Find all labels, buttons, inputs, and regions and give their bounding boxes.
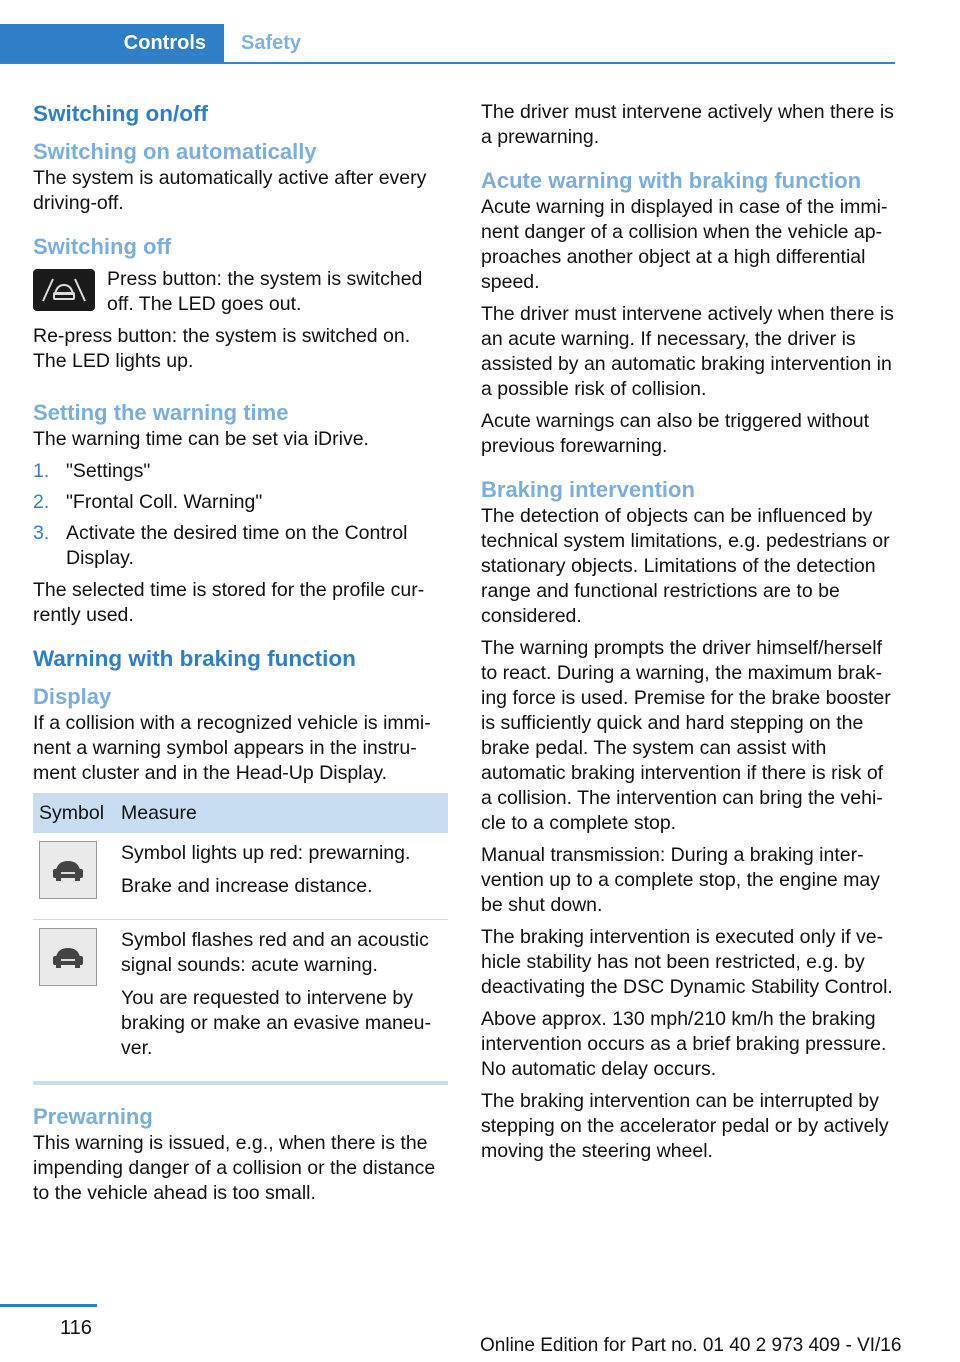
measure-acute-warning: Symbol flashes red and an acoustic signal sounds: acute warning. <box>121 929 429 976</box>
text-braking-3: Manual transmission: During a braking intervention up to a complete stop, the engine may be shut down. <box>481 844 880 916</box>
heading-braking-intervention: Braking intervention <box>481 477 695 502</box>
button-instruction <box>33 267 448 324</box>
symbol-table <box>33 793 448 1085</box>
edition-text: Online Edition for Part no. 01 40 2 973 409 - VI/16 <box>480 1335 902 1356</box>
text-set-via-idrive: The warning time can be set via iDrive. <box>33 428 369 450</box>
measure-prewarning: Symbol lights up red: prewarning. <box>121 842 411 864</box>
text-press-button: Press button: the system is switched off. The LED goes out. <box>107 268 423 315</box>
measure-brake: Brake and increase distance. <box>121 875 373 897</box>
list-item: 3. Activate the desired time on the Control Display. <box>33 522 408 569</box>
table-header <box>33 793 448 833</box>
steps-list <box>33 459 448 571</box>
text-acute-1: Acute warning in displayed in case of the imminent danger of a collision when the vehicle approaches another object at a high differential speed. <box>481 196 888 293</box>
list-item: 1. "Settings" <box>33 460 151 482</box>
col-symbol: Symbol <box>33 793 115 833</box>
heading-setting-warning-time: Setting the warning time <box>33 400 289 425</box>
tab-safety[interactable]: Safety <box>241 31 302 54</box>
text-braking-6: The braking intervention can be interrupted by stepping on the accelerator pedal or by actively moving the steering wheel. <box>481 1090 889 1162</box>
heading-acute-warning: Acute warning with braking function <box>481 168 862 193</box>
text-repress-button: Re-press button: the system is switched on. The LED lights up. <box>33 325 411 372</box>
list-item: 2. "Frontal Coll. Warning" <box>33 491 263 513</box>
text-intervene-prewarning: The driver must intervene actively when there is a prewarning. <box>481 101 894 148</box>
table-row <box>33 833 448 920</box>
text-acute-3: Acute warnings can also be triggered without previous forewarning. <box>481 410 870 457</box>
page-number: 116 <box>60 1317 92 1339</box>
col-measure: Measure <box>115 793 448 833</box>
left-column <box>33 100 448 1213</box>
text-display: If a collision with a recognized vehicle is imminent a warning symbol appears in the instrument cluster and in the Head-Up Display. <box>33 712 431 784</box>
text-braking-4: The braking intervention is executed only if vehicle stability has not been restricted, e.g. by deactivating the DSC Dynamic Stability Control. <box>481 926 893 998</box>
text-braking-2: The warning prompts the driver himself/herself to react. During a warning, the maximum braking force is used. Premise for the brake booster is sufficiently quick and hard stepping on the brake pedal. The system can assist with automatic braking intervention if there is risk of a collision. The intervention can bring the vehicle to a complete stop. <box>481 637 891 834</box>
measure-intervene: You are requested to intervene by braking or make an evasive maneuver. <box>121 987 431 1059</box>
right-column <box>481 100 896 1171</box>
car-warning-icon <box>39 841 97 899</box>
text-prewarning: This warning is issued, e.g., when there is the impending danger of a collision or the distance to the vehicle ahead is too small. <box>33 1132 436 1204</box>
collision-warning-button-icon <box>33 269 95 311</box>
table-row <box>33 920 448 1084</box>
heading-switching-off: Switching off <box>33 234 172 259</box>
text-acute-2: The driver must intervene actively when there is an acute warning. If necessary, the driver is assisted by an automatic braking intervention in a possible risk of collision. <box>481 303 894 400</box>
tab-controls[interactable]: Controls <box>0 24 224 62</box>
text-time-stored: The selected time is stored for the profile currently used. <box>33 579 425 626</box>
header-tabbar <box>0 24 895 64</box>
footer-divider <box>0 1304 97 1307</box>
car-warning-icon <box>39 928 97 986</box>
text-braking-1: The detection of objects can be influenced by technical system limitations, e.g. pedestrians or stationary objects. Limitations of the detection range and functional restrictions are to be considered. <box>481 505 890 627</box>
heading-display: Display <box>33 684 112 709</box>
heading-warning-braking-function: Warning with braking function <box>33 646 356 671</box>
text-auto-active: The system is automatically active after every driving-off. <box>33 167 427 214</box>
heading-switching-on-off: Switching on/off <box>33 101 208 126</box>
text-braking-5: Above approx. 130 mph/210 km/h the braking intervention occurs as a brief braking pressure. No automatic delay occurs. <box>481 1008 887 1080</box>
heading-switching-on-automatically: Switching on automatically <box>33 139 317 164</box>
heading-prewarning: Prewarning <box>33 1104 153 1129</box>
